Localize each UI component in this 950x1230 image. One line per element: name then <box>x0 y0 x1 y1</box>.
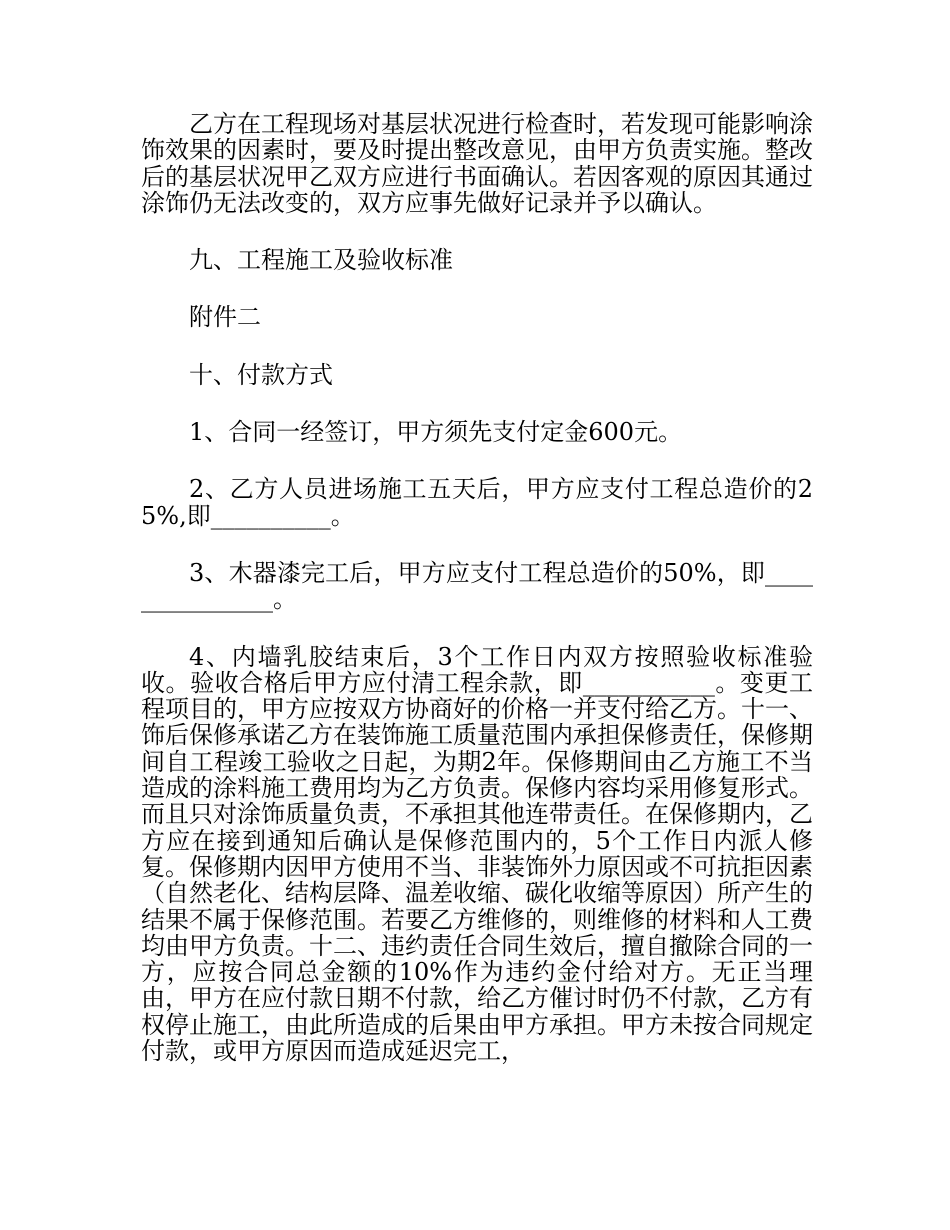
paragraph-payment-1: 1、合同一经签订，甲方须先支付定金600元。 <box>189 418 683 447</box>
paragraph-payment-4: 4、内墙乳胶结束后，3个工作日内双方按照验收标准验收。验收合格后甲方应付清工程余款，即___________。变更工程项目的，甲方应按双方协商好的价格一并支付给乙方。十一、饰后保修承诺乙方在装饰施工质量范围内承担保修责任，保修期间自工程竣工验收之日起，为期2年。保修期间由乙方施工不当造成的涂料施工费用均为乙方负责。保修内容均采用修复形式。而且只对涂饰质量负责，不承担其他连带责任。在保修期内，乙方应在接到通知后确认是保修范围内的，5个工作日内派人修复。保修期内因甲方使用不当、非装饰外力原因或不可抗拒因素（自然老化、结构层降、温差收缩、碳化收缩等原因）所产生的结果不属于保修范围。若要乙方维修的，则维修的材料和人工费均由甲方负责。十二、违约责任合同生效后，擅自撤除合同的一方，应按合同总金额的10%作为违约金付给对方。无正当理由，甲方在应付款日期不付款，给乙方催讨时仍不付款，乙方有权停止施工，由此所造成的后果由甲方承担。甲方未按合同规定付款，或甲方原因而造成延迟完工， <box>141 642 813 1066</box>
heading-section-9: 九、工程施工及验收标准 <box>189 246 453 275</box>
paragraph-inspection: 乙方在工程现场对基层状况进行检查时，若发现可能影响涂饰效果的因素时，要及时提出整改意见，由甲方负责实施。整改后的基层状况甲乙双方应进行书面确认。若因客观的原因其通过涂饰仍无法改变的，双方应事先做好记录并予以确认。 <box>141 110 813 217</box>
heading-section-10: 十、付款方式 <box>189 360 333 389</box>
paragraph-payment-3: 3、木器漆完工后，甲方应支付工程总造价的50%，即_______________。 <box>141 558 813 614</box>
paragraph-attachment-2: 附件二 <box>189 303 261 332</box>
document-body <box>141 111 813 1064</box>
paragraph-payment-2: 2、乙方人员进场施工五天后，甲方应支付工程总造价的25%,即__________。 <box>141 475 813 530</box>
